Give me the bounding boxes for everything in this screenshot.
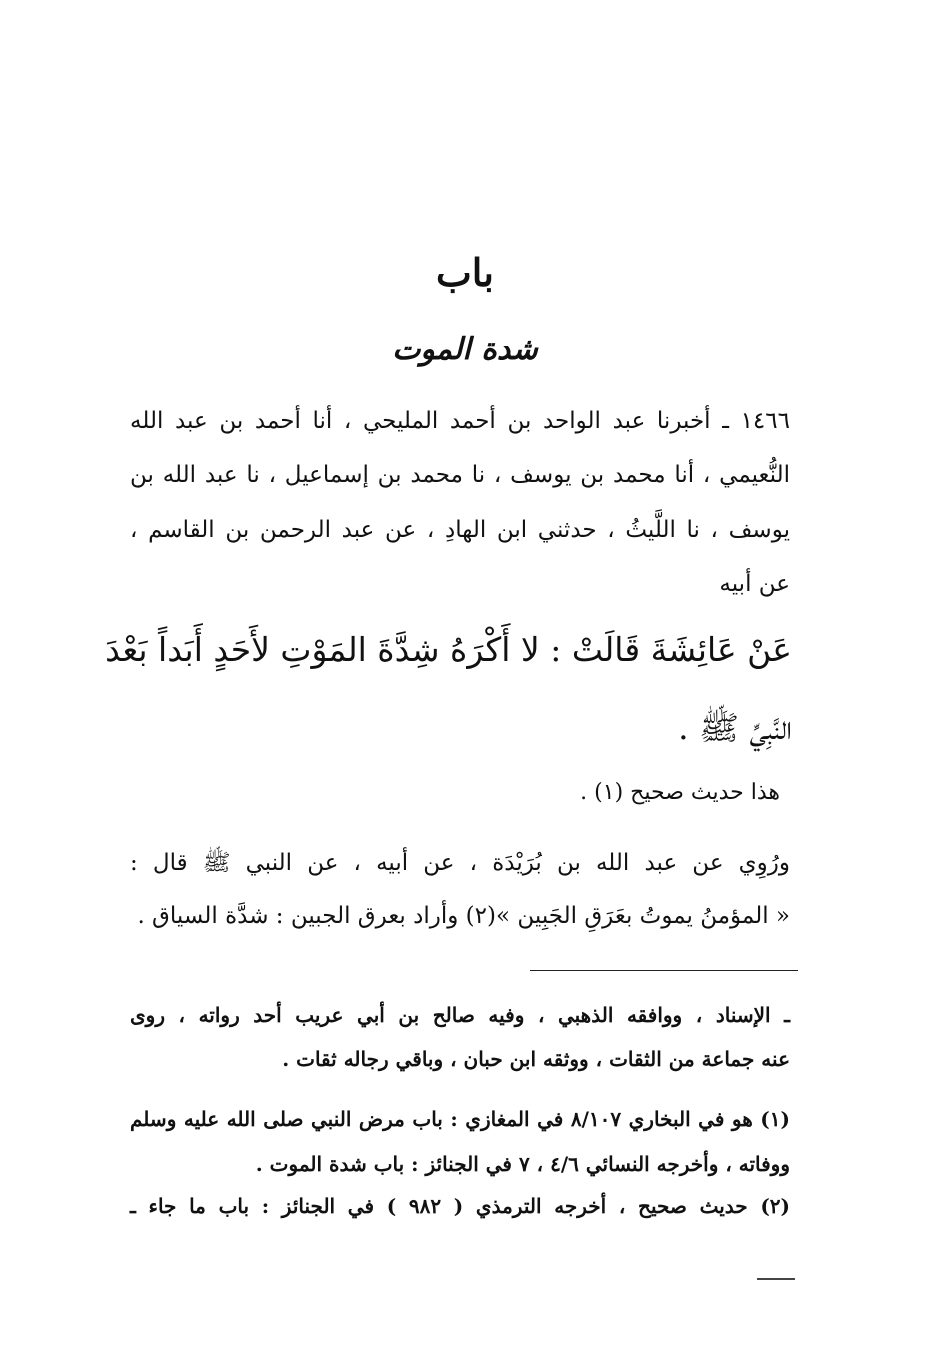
hadith-line: عَنْ عَائِشَةَ قَالَتْ : لا أَكْرَهُ شِدَّةَ المَوْتِ لأَحَدٍ أَبَداً بَعْدَ	[105, 630, 792, 669]
isnad-line: يوسف ، نا اللَّيثُ ، حدثني ابن الهادِ ، عن عبد الرحمن بن القاسم ،	[130, 517, 790, 543]
prior-note-line: عنه جماعة من الثقات ، ووثقه ابن حبان ، وباقي رجاله ثقات .	[282, 1047, 790, 1071]
hadith-line: النَّبِيِّ ﷺ .	[678, 708, 792, 747]
footnote-line: (١) هو في البخاري ٨/١٠٧ في المغازي : باب مرض النبي صلى الله عليه وسلم	[130, 1107, 790, 1131]
footnote-line: ووفاته ، وأخرجه النسائي ٤/٦ ، ٧ في الجنائز : باب شدة الموت .	[255, 1152, 790, 1176]
footnote-line: (٢) حديث صحيح ، أخرجه الترمذي ( ٩٨٢ ) في الجنائز : باب ما جاء ـ	[130, 1194, 791, 1218]
chapter-subtitle: شدة الموت	[392, 332, 538, 367]
isnad-line: عن أبيه	[719, 571, 790, 597]
isnad-line: ١٤٦٦ ـ أخبرنا عبد الواحد بن أحمد المليحي ، أنا أحمد بن عبد الله	[130, 408, 790, 434]
page-end-mark	[757, 1278, 795, 1280]
isnad-line: النُّعيمي ، أنا محمد بن يوسف ، نا محمد بن إسماعيل ، نا عبد الله بن	[130, 462, 790, 488]
narration-line: ورُوِي عن عبد الله بن بُرَيْدَة ، عن أبيه ، عن النبي ﷺ قال :	[130, 850, 790, 876]
chapter-heading: باب	[436, 250, 494, 295]
hadith-grade: هذا حديث صحيح (١) .	[580, 780, 780, 805]
narration-line: « المؤمنُ يموتُ بعَرَقِ الجَبِين »(٢) وأراد بعرق الجبين : شدَّة السياق .	[137, 903, 790, 929]
footnote-separator	[530, 970, 798, 971]
prior-note-line: ـ الإسناد ، ووافقه الذهبي ، وفيه صالح بن أبي عريب أحد رواته ، روى	[130, 1003, 790, 1027]
